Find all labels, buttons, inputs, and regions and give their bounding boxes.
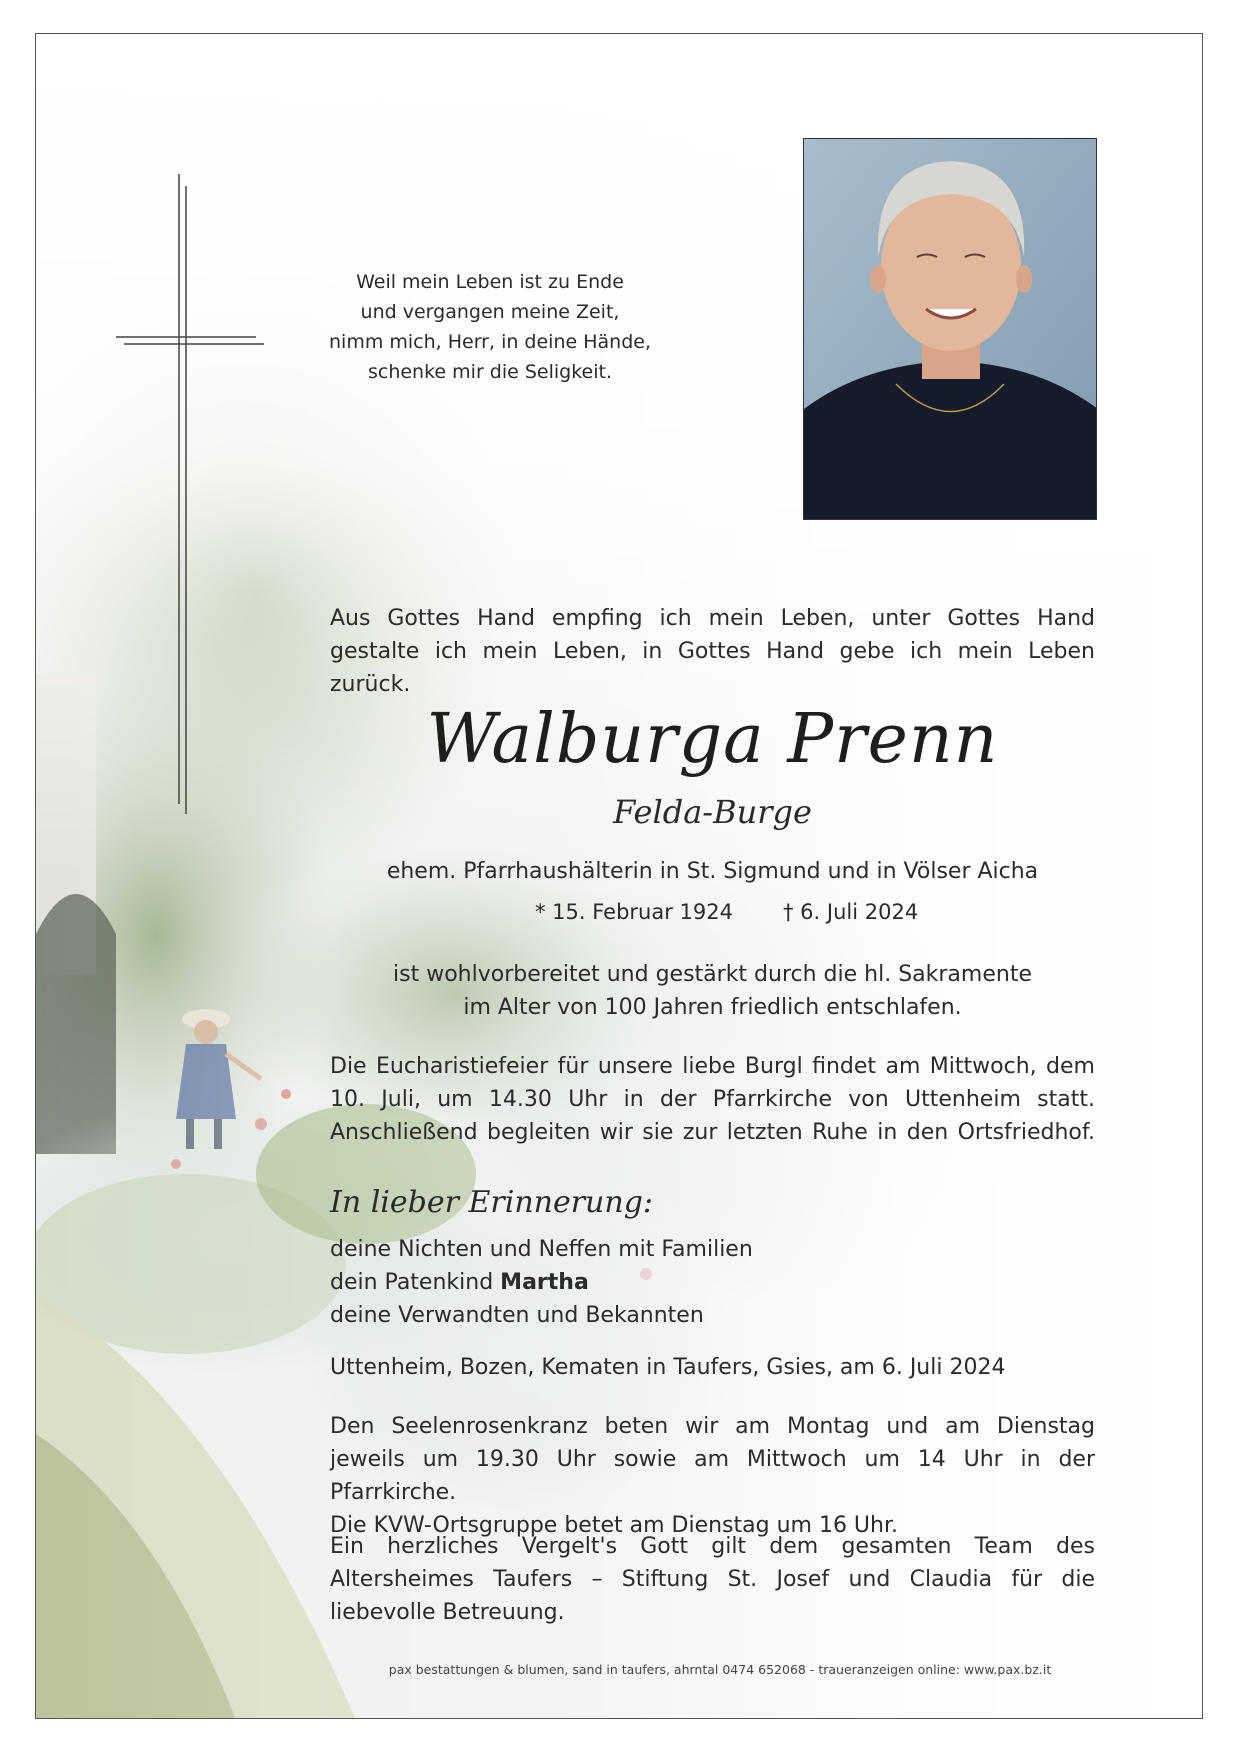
verse-line: und vergangen meine Zeit,: [360, 301, 620, 323]
mass-notice: [330, 1050, 1095, 1149]
verse-line: schenke mir die Seligkeit.: [367, 361, 613, 383]
cross-icon: [116, 174, 266, 894]
thanks-line: Ein herzliches Vergelt's Gott gilt dem gesamten Team des: [330, 1534, 1095, 1559]
passing-line: ist wohlvorbereitet und gestärkt durch die hl. Sakramente: [393, 962, 1032, 987]
thanks-line: Altersheimes Taufers – Stiftung St. Josef und Claudia für die: [330, 1567, 1095, 1592]
portrait-photo: [803, 138, 1097, 520]
occupation: ehem. Pfarrhaushälterin in St. Sigmund und in Völser Aicha: [386, 859, 1039, 884]
footer: [0, 1662, 1240, 1677]
deceased-name: Walburga Prenn: [426, 700, 999, 779]
rosary-line: jeweils um 19.30 Uhr sowie am Mittwoch um 14 Uhr in der Pfarrkirche.: [330, 1447, 1095, 1505]
rosary-line: Den Seelenrosenkranz beten wir am Montag und am Dienstag: [330, 1414, 1095, 1439]
place-date: Uttenheim, Bozen, Kematen in Taufers, Gsies, am 6. Juli 2024: [330, 1355, 1006, 1380]
passing-notice: [330, 958, 1095, 1024]
deceased-nickname: Felda-Burge: [613, 793, 812, 831]
godchild-name: Martha: [500, 1270, 589, 1295]
intro-line: Aus Gottes Hand empfing ich mein Leben, unter Gottes Hand: [330, 606, 1095, 631]
memorial-verse: [300, 267, 680, 387]
passing-line: im Alter von 100 Jahren friedlich entschlafen.: [463, 995, 962, 1020]
mass-line: 10. Juli, um 14.30 Uhr in der Pfarrkirche von Uttenheim statt.: [330, 1087, 1095, 1112]
verse-line: Weil mein Leben ist zu Ende: [356, 271, 624, 293]
thanks-line: liebevolle Betreuung.: [330, 1600, 565, 1625]
mourner-line: deine Verwandten und Bekannten: [330, 1303, 704, 1328]
birth-date: * 15. Februar 1924: [535, 900, 733, 924]
mass-line: Anschließend begleiten wir sie zur letzten Ruhe in den Ortsfriedhof.: [330, 1120, 1095, 1145]
mass-line: Die Eucharistiefeier für unsere liebe Burgl findet am Mittwoch, dem: [330, 1054, 1095, 1079]
death-date: † 6. Juli 2024: [783, 900, 919, 924]
rosary-notice: [330, 1410, 1095, 1542]
mourners-list: [330, 1233, 1095, 1332]
memory-title: In lieber Erinnerung:: [330, 1185, 654, 1220]
intro-quote: [330, 602, 1095, 701]
footer-text: pax bestattungen & blumen, sand in taufers, ahrntal 0474 652068 - traueranzeigen online: www.pax.bz.it: [388, 1662, 1052, 1677]
verse-line: nimm mich, Herr, in deine Hände,: [329, 331, 651, 353]
rosary-line: Die KVW-Ortsgruppe betet am Dienstag um 16 Uhr.: [330, 1513, 898, 1538]
mourner-prefix: dein Patenkind: [330, 1270, 501, 1295]
intro-line: gestalte ich mein Leben, in Gottes Hand gebe ich mein Leben zurück.: [330, 639, 1095, 697]
thanks-notice: [330, 1530, 1095, 1629]
mourner-line: [330, 1266, 1095, 1299]
mourner-line: deine Nichten und Neffen mit Familien: [330, 1237, 753, 1262]
